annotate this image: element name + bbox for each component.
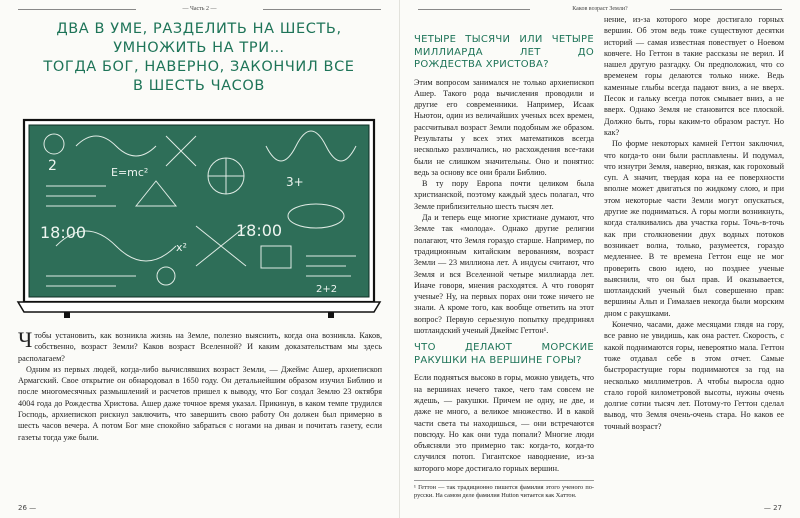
body-paragraph: нение, из-за которого море достигало горных вершин. Об этом ведь тоже существуют десятки историй — самая известная повествует о Ноевом ковчеге. Но Геттон в такие рассказы не верил. И нашел другую разгадку. Он предположил, что со временем горы делаются только ниже. Ведь каменные глыбы всегда падают вниз, а не вверх. Песок и гальку всегда поток смывает вниз, а не вверх. Однако Земля не становится все плоской. Должно быть, горы каким-то образом растут. Но как? bbox=[604, 15, 784, 137]
board-leg bbox=[64, 312, 70, 318]
chalk-text: 2+2 bbox=[316, 284, 338, 295]
chalkboard-illustration bbox=[16, 116, 382, 318]
left-running-head bbox=[0, 6, 399, 12]
running-head-rule-right bbox=[670, 9, 782, 10]
board-leg bbox=[328, 312, 334, 318]
headline-line: ТОГДА БОГ, НАВЕРНО, ЗАКОНЧИЛ ВСЕ bbox=[43, 59, 355, 75]
body-paragraph bbox=[18, 327, 382, 364]
right-column-2 bbox=[604, 14, 784, 432]
drop-cap: Ч bbox=[18, 327, 33, 352]
chalk-tray bbox=[18, 302, 380, 312]
running-head-rule-left bbox=[418, 9, 530, 10]
headline-line: ДВА В УМЕ, РАЗДЕЛИТЬ НА ШЕСТЬ, bbox=[56, 21, 342, 37]
body-paragraph: Конечно, часами, даже месяцами глядя на гору, все равно не увидишь, как она растет. Скорость, с какой поднимаются горы, невероятно мала. Геттон тоже отдавал себе в этом отчет. Самые быстрорастущие горы поднимаются за год на несколько миллиметров. А чтобы выросла одно стало горой километровой высоты, нужны очень долгие сотни тысяч лет. Потому-то Геттон сделал вывод, что Земля очень-очень стара. Но каков ее точный возраст? bbox=[604, 320, 784, 431]
body-paragraph: Если подняться высоко в горы, можно увидеть, что на вершинах нечего такое, чего там совсем не ждешь, — ракушки. Причем не одну, не две, и даже не много, а великое множество. И в какой части света ты находишься, — они встречаются повсюду. Но как они туда попали? Многие люди объясняли это примерно так: когда-то, когда-то случился потоп. Гигантское наводнение, из-за которого море достигало горных вершин. bbox=[414, 373, 594, 473]
running-head-text: — Часть 2 — bbox=[182, 6, 217, 12]
right-running-head bbox=[400, 6, 800, 12]
left-body-text bbox=[18, 327, 382, 443]
body-paragraph: Одним из первых людей, когда-либо вычислявших возраст Земли, — Джеймс Ашер, архиепископ Армагский. Свое открытие он обнародовал в 1650 году. Он детальнейшим образом изучил Библию и после многомесячных размышлений и расчетов пришел к выводу, что Бог создал Землю 23 октября 4004 года до Рождества Христова. Ашер даже точное время указал. Прикинув, в каком темпе трудился Господь, архиепископ рискнул заключить, что завершить свою работу Он должен был примерно в шесть часов вечера. А потом Бог мне спокойно забраться с ногами на диван и почитать газету, если газеты тогда уже были. bbox=[18, 364, 382, 442]
chalk-text: 2 bbox=[48, 158, 57, 174]
body-paragraph: Этим вопросом занимался не только архиепископ Ашер. Такого рода вычисления проводили и другие его современники. Например, Исаак Ньютон, один из величайших ученых всех времен, рассчитывал возраст Земли подобным же образом. Результаты у всех этих математиков всегда несколько различались, но расхождения все-таки были не слишком значительны. Оно и понятно: ведь за основу все они брали Библию. bbox=[414, 77, 594, 177]
page-number: 26 — bbox=[18, 504, 37, 512]
paragraph-text: тобы установить, как возникла жизнь на Земле, полезно выяснить, когда она возникла. Каков, собственно, возраст Земли? Каков возраст Вселенной? И каким доказательствам мы здесь располагаем? bbox=[18, 331, 382, 363]
body-paragraph: Да и теперь еще многие христиане думают, что Земле так «молода». Однако другие религии полагают, что Земля гораздо старше. Например, по традиционным китайским верованиям, возраст Земли — 23 миллиона лет. А индусы считают, что Земля и вся Вселенной четыре миллиарда лет. Иначе говоря, мнения расходятся. А что говорят ученые? Ну, на первых порах они тоже ничего не знали. А кроме того, как вообще ответить на этот вопрос? Первую серьезную попытку предпринял шотландский ученый Джеймс Геттон¹. bbox=[414, 213, 594, 336]
chalk-text: 18:00 bbox=[236, 221, 283, 240]
section-heading: ЧЕТЫРЕ ТЫСЯЧИ ИЛИ ЧЕТЫРЕ МИЛЛИАРДА ЛЕТ ДО РОЖДЕСТВА ХРИСТОВА? bbox=[414, 34, 594, 70]
running-head-text: Каков возраст Земли? bbox=[572, 6, 628, 12]
chalk-text: 3+ bbox=[286, 175, 304, 189]
running-head-rule-right bbox=[263, 9, 381, 10]
chalk-text: 18:00 bbox=[40, 223, 87, 242]
page-number: — 27 bbox=[763, 504, 782, 512]
footnote: ¹ Геттон — так традиционно пишется фамилия этого ученого по-русски. На самом деле фамилия Hutton читается как Хаттон. bbox=[414, 480, 594, 500]
headline-line: УМНОЖИТЬ НА ТРИ… bbox=[113, 40, 285, 56]
body-paragraph: В ту пору Европа почти целиком была христианской, поэтому каждый здесь полагал, что Земле приблизительно шесть тысяч лет. bbox=[414, 179, 594, 211]
chapter-headline bbox=[14, 20, 384, 96]
right-page bbox=[400, 0, 800, 518]
chalkboard-surface bbox=[29, 125, 369, 297]
headline-line: В ШЕСТЬ ЧАСОВ bbox=[133, 78, 265, 94]
right-column-1 bbox=[414, 34, 594, 500]
chalk-text: E=mc² bbox=[111, 166, 149, 179]
body-paragraph: По форме некоторых камней Геттон заключил, что когда-то они были расплавлены. И подумал, что изнутри Земля, наверно, вязкая, как гороховый суп. А значит, твердая кора на ее поверхности вполне может двигаться по жидкому слою, и при этом некоторые части Земли могут опускаться, другие же подниматься. А горы могли возникнуть, когда сталкивались два участка горы. Точь-в-точь как при столкновении двух водных потоков возникает волна, только, разумеется, гораздо медленнее. В те времена Геттон еще не мог проверить свою идею, но позднее ученые выяснили, что он был прав. И оказывается, шотландский ученый был совершенно прав: вершины Альп и Гималаев некогда были морским дном с ракушками. bbox=[604, 139, 784, 318]
section-heading: ЧТО ДЕЛАЮТ МОРСКИЕ РАКУШКИ НА ВЕРШИНЕ ГОРЫ? bbox=[414, 342, 594, 366]
running-head-rule-left bbox=[18, 9, 136, 10]
chalk-text: x² bbox=[176, 241, 187, 254]
